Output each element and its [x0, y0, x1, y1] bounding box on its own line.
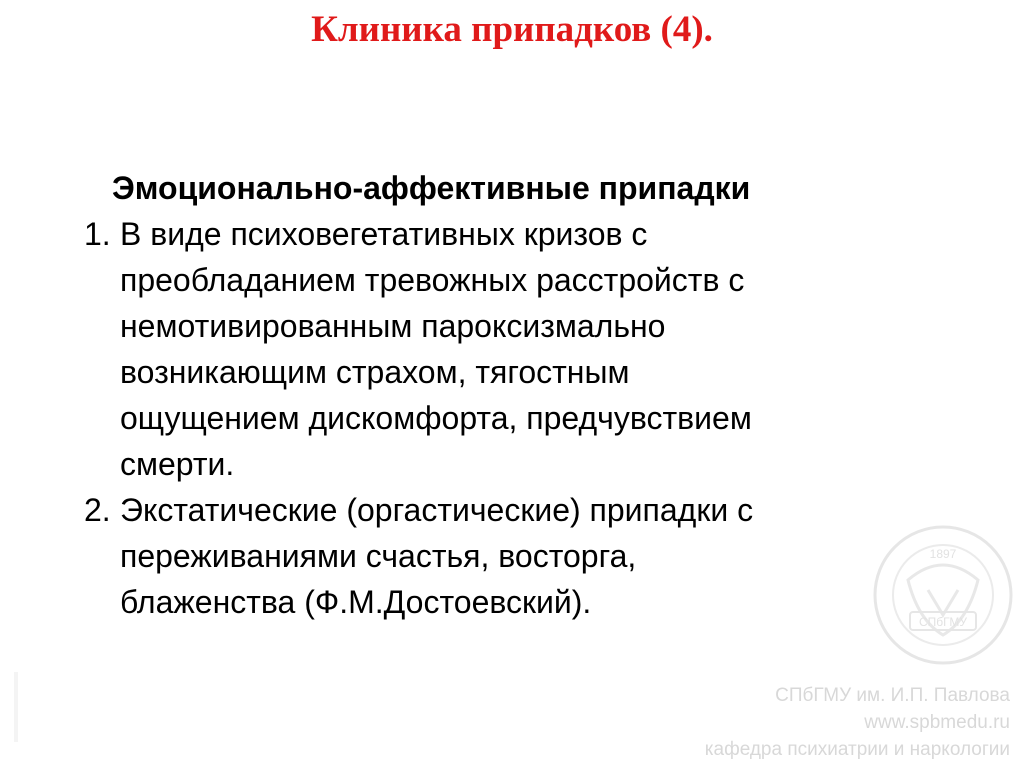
list-item-number: 2.	[84, 492, 111, 528]
watermark-line: СПбГМУ им. И.П. Павлова	[775, 685, 1010, 706]
list-item	[84, 487, 914, 625]
list-item-number: 1.	[84, 216, 111, 252]
list-item-line: ощущением дискомфорта, предчувствием	[120, 400, 752, 436]
watermark-line: кафедра психиатрии и наркологии	[704, 739, 1010, 760]
list-item-line: преобладанием тревожных расстройств с	[120, 262, 745, 298]
list-item-line: Экстатические (оргастические) припадки с	[120, 492, 754, 528]
watermark-caption	[705, 682, 1010, 763]
list-item-line: блаженства (Ф.М.Достоевский).	[120, 584, 592, 620]
list-item-line: переживаниями счастья, восторга,	[120, 538, 637, 574]
list-item-line: немотивированным пароксизмально	[120, 308, 666, 344]
list-item-line: В виде психовегетативных кризов с	[120, 216, 648, 252]
section-heading: Эмоционально-аффективные припадки	[112, 170, 751, 206]
list-item-line: возникающим страхом, тягостным	[120, 354, 630, 390]
list-item-line: смерти.	[120, 446, 235, 482]
university-seal-watermark	[868, 520, 1018, 670]
decorative-divider	[14, 672, 18, 742]
seal-year: 1897	[929, 547, 957, 561]
numbered-list	[84, 211, 914, 625]
list-item	[84, 211, 914, 487]
seal-label: СПбГМУ	[918, 615, 968, 629]
watermark-line: www.spbmedu.ru	[864, 712, 1010, 733]
slide-title: Клиника припадков (4).	[311, 9, 713, 50]
